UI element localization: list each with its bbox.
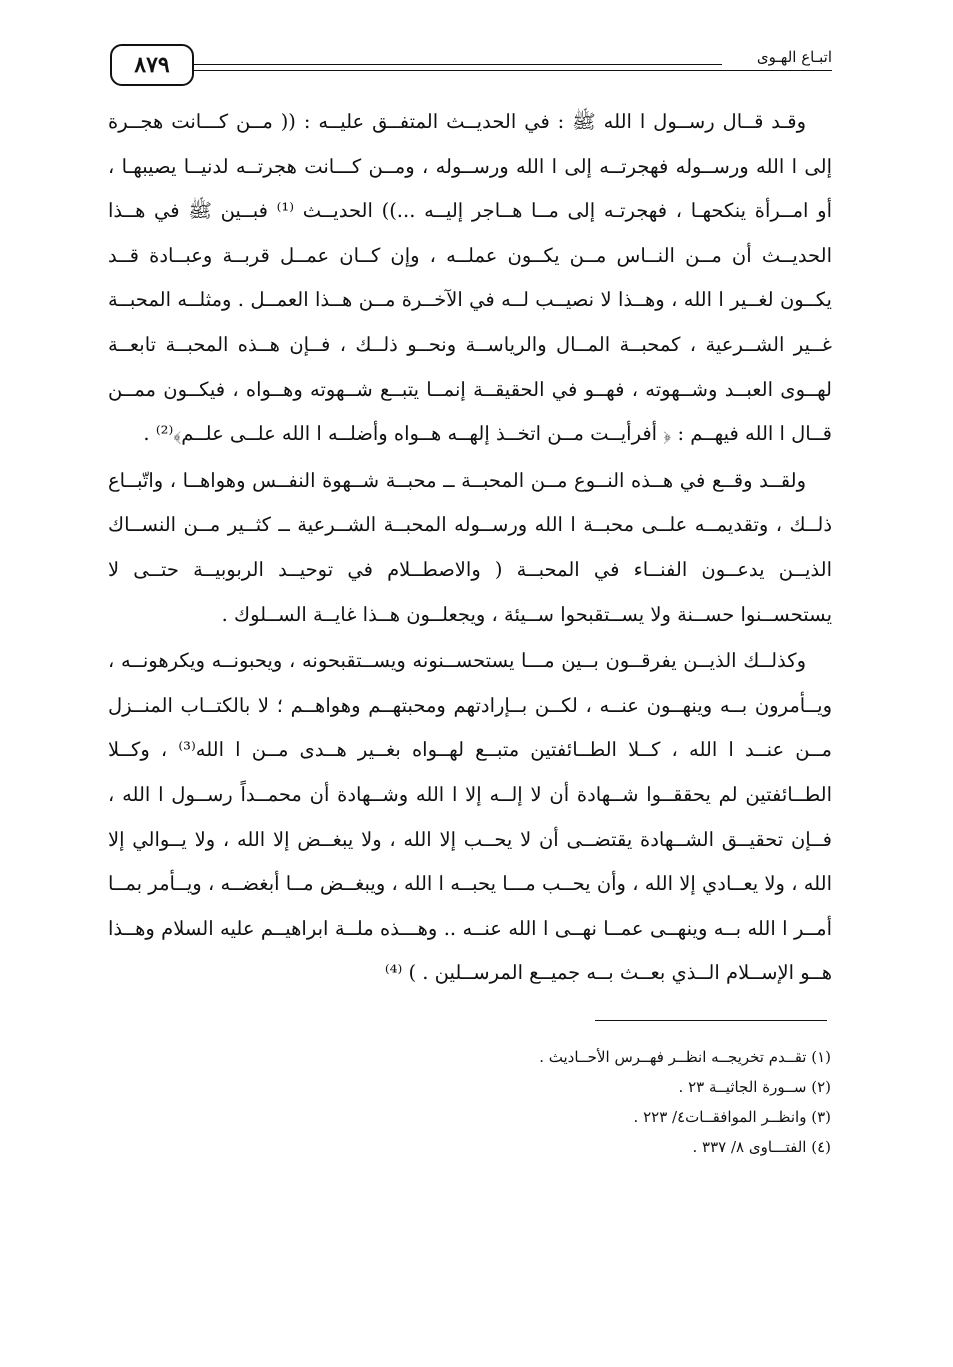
running-title: اتبـاع الهـوى bbox=[751, 48, 832, 66]
paragraph-3: وكذلــك الذيــن يفرقــون بــين مـــا يستحســنونه ويســتقبحونه ، ويحبونــه ويكرهونــه ، ويــأمرون بــه وينهــون عنــه ، لكــن بــإرادتهم ومحبتهــم وهواهــم ؛ لا بالكتــاب المنــزل مــن عنــد ا الله ، كــلا الطــائفتين متبــع لهــواه بغــير هــدى مــن ا الله⁽³⁾ ، وكــلا الطــائفتين لم يحققــوا شــهادة أن لا إلــه إلا ا الله وشــهادة أن محمــداً رســول ا الله ، فــإن تحقيــق الشــهادة يقتضــى أن لا يحــب إلا الله ، ولا يبغــض إلا الله ، ولا يــوالي إلا الله ، ولا يعــادي إلا الله ، وأن يحــب مـــا يحبــه ا الله ، ويبغــض مــا أبغضــه ، ويــأمر بمــا أمــر ا الله بــه وينهــى عمــا نهــى ا الله عنــه .. وهـــذه ملــة ابراهيــم عليه السلام وهــذا هــو الإســلام الــذي بعــث بــه جميــع المرســلين . ) ⁽⁴⁾ bbox=[108, 649, 832, 985]
footnote-2: (٢) ســورة الجاثيــة ٢٣ . bbox=[678, 1078, 831, 1096]
paragraph-1: وقـد قــال رســول ا الله ﷺ : في الحديــث المتفــق عليــه : (( مــن كـــانت هجــرة إلى ا الله ورســوله فهجرتــه إلى ا الله ورســوله ، ومــن كـــانت هجرتــه لدنيــا يصيبهـا ، أو امــرأة ينكحهـا ، فهجرتـه إلى مــا هــاجر إليــه ...)) الحديــث ⁽¹⁾ فبــين ﷺ في هــذا الحديــث أن مــن النــاس مــن يكــون عملــه ، وإن كــان عمــل قربــة وعبــادة قــد يكــون لغــير ا الله ، وهــذا لا نصيــب لــه في الآخــرة مــن هــذا العمــل . ومثلــه المحبــة غــير الشــرعية ، كمحبــة المــال والرياســة ونحــو ذلــك ، فــإن هــذه المحبــة تابعــة لهــوى العبــد وشــهوته ، فهــو في الحقيقــة إنمــا يتبــع شــهوته وهــواه ، فيكــون ممــن قــال ا الله فيهــم : ﴿ أفرأيــت مــن اتخــذ إلهــه هــواه وأضلــه ا الله علــى علــم﴾⁽²⁾ . bbox=[108, 110, 832, 446]
paragraph-2: ولقــد وقــع في هــذه النــوع مــن المحبــة ــ محبــة شــهوة النفــس وهواهــا ، واتّبــاع ذلــك ، وتقديمــه علــى محبــة ا الله ورســوله المحبــة الشــرعية ــ كثــير مــن النســاك الذيــن يدعــون الفنــاء في المحبــة ( والاصطــلام في توحيــد الربوبيــة حتــى لا يستحســنوا حســنة ولا يســتقبحوا ســيئة ، ويجعلــون هــذا غايــة الســلوك . bbox=[108, 468, 832, 626]
footnotes bbox=[331, 1042, 831, 1162]
header-rule bbox=[194, 64, 722, 65]
footnote-3: (٣) وانظــر الموافقــات٤/ ٢٢٣ . bbox=[633, 1108, 831, 1126]
page-header bbox=[110, 44, 832, 94]
footnote-4: (٤) الفتـــاوى ٨/ ٣٣٧ . bbox=[692, 1138, 831, 1156]
footnote-1: (١) تقــدم تخريجــه انظــر فهــرس الأحــاديث . bbox=[539, 1048, 831, 1066]
main-text bbox=[108, 100, 832, 998]
page-number: ٨٧٩ bbox=[110, 44, 194, 86]
header-rule-double bbox=[194, 70, 832, 71]
footnote-separator bbox=[595, 1020, 827, 1021]
